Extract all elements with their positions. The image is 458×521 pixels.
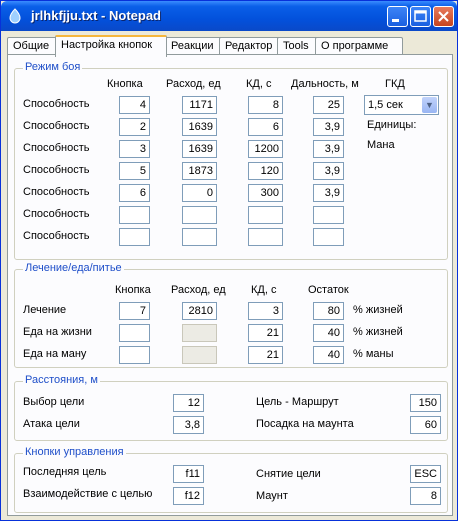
controls-group bbox=[14, 446, 448, 513]
clear-target-label: Снятие цели bbox=[256, 468, 321, 480]
ability-label: Способность bbox=[23, 186, 90, 198]
ability-key-input[interactable]: 4 bbox=[119, 96, 150, 114]
tab-general[interactable]: Общие bbox=[7, 37, 57, 55]
ability-label: Способность bbox=[23, 120, 90, 132]
ability-label: Способность bbox=[23, 230, 90, 242]
route-distance-input[interactable]: 150 bbox=[410, 394, 441, 412]
interact-input[interactable]: f12 bbox=[173, 487, 204, 505]
heal-cost-input[interactable]: 2810 bbox=[182, 302, 217, 320]
mount-distance-input[interactable]: 60 bbox=[410, 416, 441, 434]
ability-range-input[interactable]: 25 bbox=[313, 96, 344, 114]
ability-cost-input[interactable]: 1639 bbox=[182, 140, 217, 158]
food-hp-label: Еда на жизни bbox=[23, 326, 92, 338]
clear-target-input[interactable]: ESC bbox=[410, 465, 441, 483]
food-hp-cd-input[interactable]: 21 bbox=[248, 324, 283, 342]
chevron-down-icon[interactable]: ▼ bbox=[422, 97, 437, 113]
heal-rest-input[interactable]: 80 bbox=[313, 302, 344, 320]
attack-distance-label: Атака цели bbox=[23, 418, 80, 430]
close-icon bbox=[434, 7, 453, 26]
tab-editor[interactable]: Редактор bbox=[219, 37, 285, 55]
ability-cost-input[interactable]: 1171 bbox=[182, 96, 217, 114]
interact-label: Взаимодействие с целью bbox=[23, 488, 153, 500]
ability-cd-input[interactable] bbox=[248, 206, 283, 224]
food-mana-rest-input[interactable]: 40 bbox=[313, 346, 344, 364]
attack-distance-input[interactable]: 3,8 bbox=[173, 416, 204, 434]
tab-about[interactable]: О программе bbox=[315, 37, 403, 55]
gcd-select-value: 1,5 сек bbox=[368, 99, 403, 111]
tab-panel bbox=[7, 54, 453, 516]
units-value: Мана bbox=[367, 139, 395, 151]
maximize-icon bbox=[411, 7, 430, 26]
tab-tools[interactable]: Tools bbox=[277, 37, 319, 55]
ability-key-input[interactable]: 6 bbox=[119, 184, 150, 202]
tab-reactions[interactable]: Реакции bbox=[165, 37, 223, 55]
heal-key-input[interactable]: 7 bbox=[119, 302, 150, 320]
target-select-input[interactable]: 12 bbox=[173, 394, 204, 412]
ability-range-input[interactable]: 3,9 bbox=[313, 184, 344, 202]
ability-cost-input[interactable]: 0 bbox=[182, 184, 217, 202]
header-key: Кнопка bbox=[107, 78, 143, 90]
ability-cd-input[interactable]: 8 bbox=[248, 96, 283, 114]
header-range: Дальность, м bbox=[291, 78, 359, 90]
ability-label: Способность bbox=[23, 208, 90, 220]
ability-key-input[interactable] bbox=[119, 228, 150, 246]
ability-label: Способность bbox=[23, 98, 90, 110]
heal-row-label: Лечение bbox=[23, 304, 67, 316]
ability-key-input[interactable] bbox=[119, 206, 150, 224]
heal-cd-input[interactable]: 3 bbox=[248, 302, 283, 320]
ability-label: Способность bbox=[23, 142, 90, 154]
minimize-icon bbox=[388, 7, 407, 26]
ability-cost-input[interactable] bbox=[182, 228, 217, 246]
food-mana-key-input[interactable] bbox=[119, 346, 150, 364]
gcd-select[interactable] bbox=[364, 95, 439, 115]
food-hp-unit-label: % жизней bbox=[353, 326, 403, 338]
mount-key-label: Маунт bbox=[256, 490, 288, 502]
heal-header-rest: Остаток bbox=[308, 284, 349, 296]
heal-group-title: Лечение/еда/питье bbox=[25, 262, 122, 274]
header-cd: КД, с bbox=[246, 78, 272, 90]
close-button[interactable] bbox=[433, 6, 454, 27]
distances-group-title: Расстояния, м bbox=[25, 374, 98, 386]
tab-button-settings[interactable]: Настройка кнопок bbox=[55, 35, 167, 57]
ability-cd-input[interactable]: 1200 bbox=[248, 140, 283, 158]
ability-label: Способность bbox=[23, 164, 90, 176]
ability-key-input[interactable]: 5 bbox=[119, 162, 150, 180]
ability-cd-input[interactable]: 120 bbox=[248, 162, 283, 180]
food-hp-key-input[interactable] bbox=[119, 324, 150, 342]
food-mana-unit-label: % маны bbox=[353, 348, 394, 360]
ability-cost-input[interactable]: 1639 bbox=[182, 118, 217, 136]
header-gcd: ГКД bbox=[385, 78, 405, 90]
ability-key-input[interactable]: 3 bbox=[119, 140, 150, 158]
heal-header-key: Кнопка bbox=[115, 284, 151, 296]
food-hp-cost-input bbox=[182, 324, 217, 342]
last-target-input[interactable]: f11 bbox=[173, 465, 204, 483]
heal-group bbox=[14, 262, 448, 368]
app-icon bbox=[7, 8, 23, 24]
battle-group bbox=[14, 61, 448, 260]
heal-header-cost: Расход, ед bbox=[171, 284, 226, 296]
food-hp-rest-input[interactable]: 40 bbox=[313, 324, 344, 342]
ability-cd-input[interactable]: 300 bbox=[248, 184, 283, 202]
food-mana-label: Еда на ману bbox=[23, 348, 87, 360]
distances-group bbox=[14, 374, 448, 441]
ability-range-input[interactable]: 3,9 bbox=[313, 162, 344, 180]
target-select-label: Выбор цели bbox=[23, 396, 85, 408]
minimize-button[interactable] bbox=[387, 6, 408, 27]
heal-unit-label: % жизней bbox=[353, 304, 403, 316]
ability-cd-input[interactable] bbox=[248, 228, 283, 246]
ability-range-input[interactable] bbox=[313, 228, 344, 246]
food-mana-cd-input[interactable]: 21 bbox=[248, 346, 283, 364]
last-target-label: Последняя цель bbox=[23, 466, 107, 478]
ability-range-input[interactable]: 3,9 bbox=[313, 118, 344, 136]
mount-distance-label: Посадка на маунта bbox=[256, 418, 354, 430]
window-title: jrlhkfjju.txt - Notepad bbox=[31, 8, 161, 23]
ability-cost-input[interactable] bbox=[182, 206, 217, 224]
header-cost: Расход, ед bbox=[166, 78, 221, 90]
battle-group-title: Режим боя bbox=[25, 61, 81, 73]
heal-header-cd: КД, с bbox=[251, 284, 277, 296]
maximize-button[interactable] bbox=[410, 6, 431, 27]
title-bar[interactable] bbox=[1, 1, 457, 31]
food-mana-cost-input bbox=[182, 346, 217, 364]
ability-range-input[interactable]: 3,9 bbox=[313, 140, 344, 158]
mount-key-input[interactable]: 8 bbox=[410, 487, 441, 505]
route-distance-label: Цель - Маршрут bbox=[256, 396, 339, 408]
units-label: Единицы: bbox=[367, 119, 417, 131]
ability-cost-input[interactable]: 1873 bbox=[182, 162, 217, 180]
ability-cd-input[interactable]: 6 bbox=[248, 118, 283, 136]
ability-key-input[interactable]: 2 bbox=[119, 118, 150, 136]
controls-group-title: Кнопки управления bbox=[25, 446, 124, 458]
ability-range-input[interactable] bbox=[313, 206, 344, 224]
